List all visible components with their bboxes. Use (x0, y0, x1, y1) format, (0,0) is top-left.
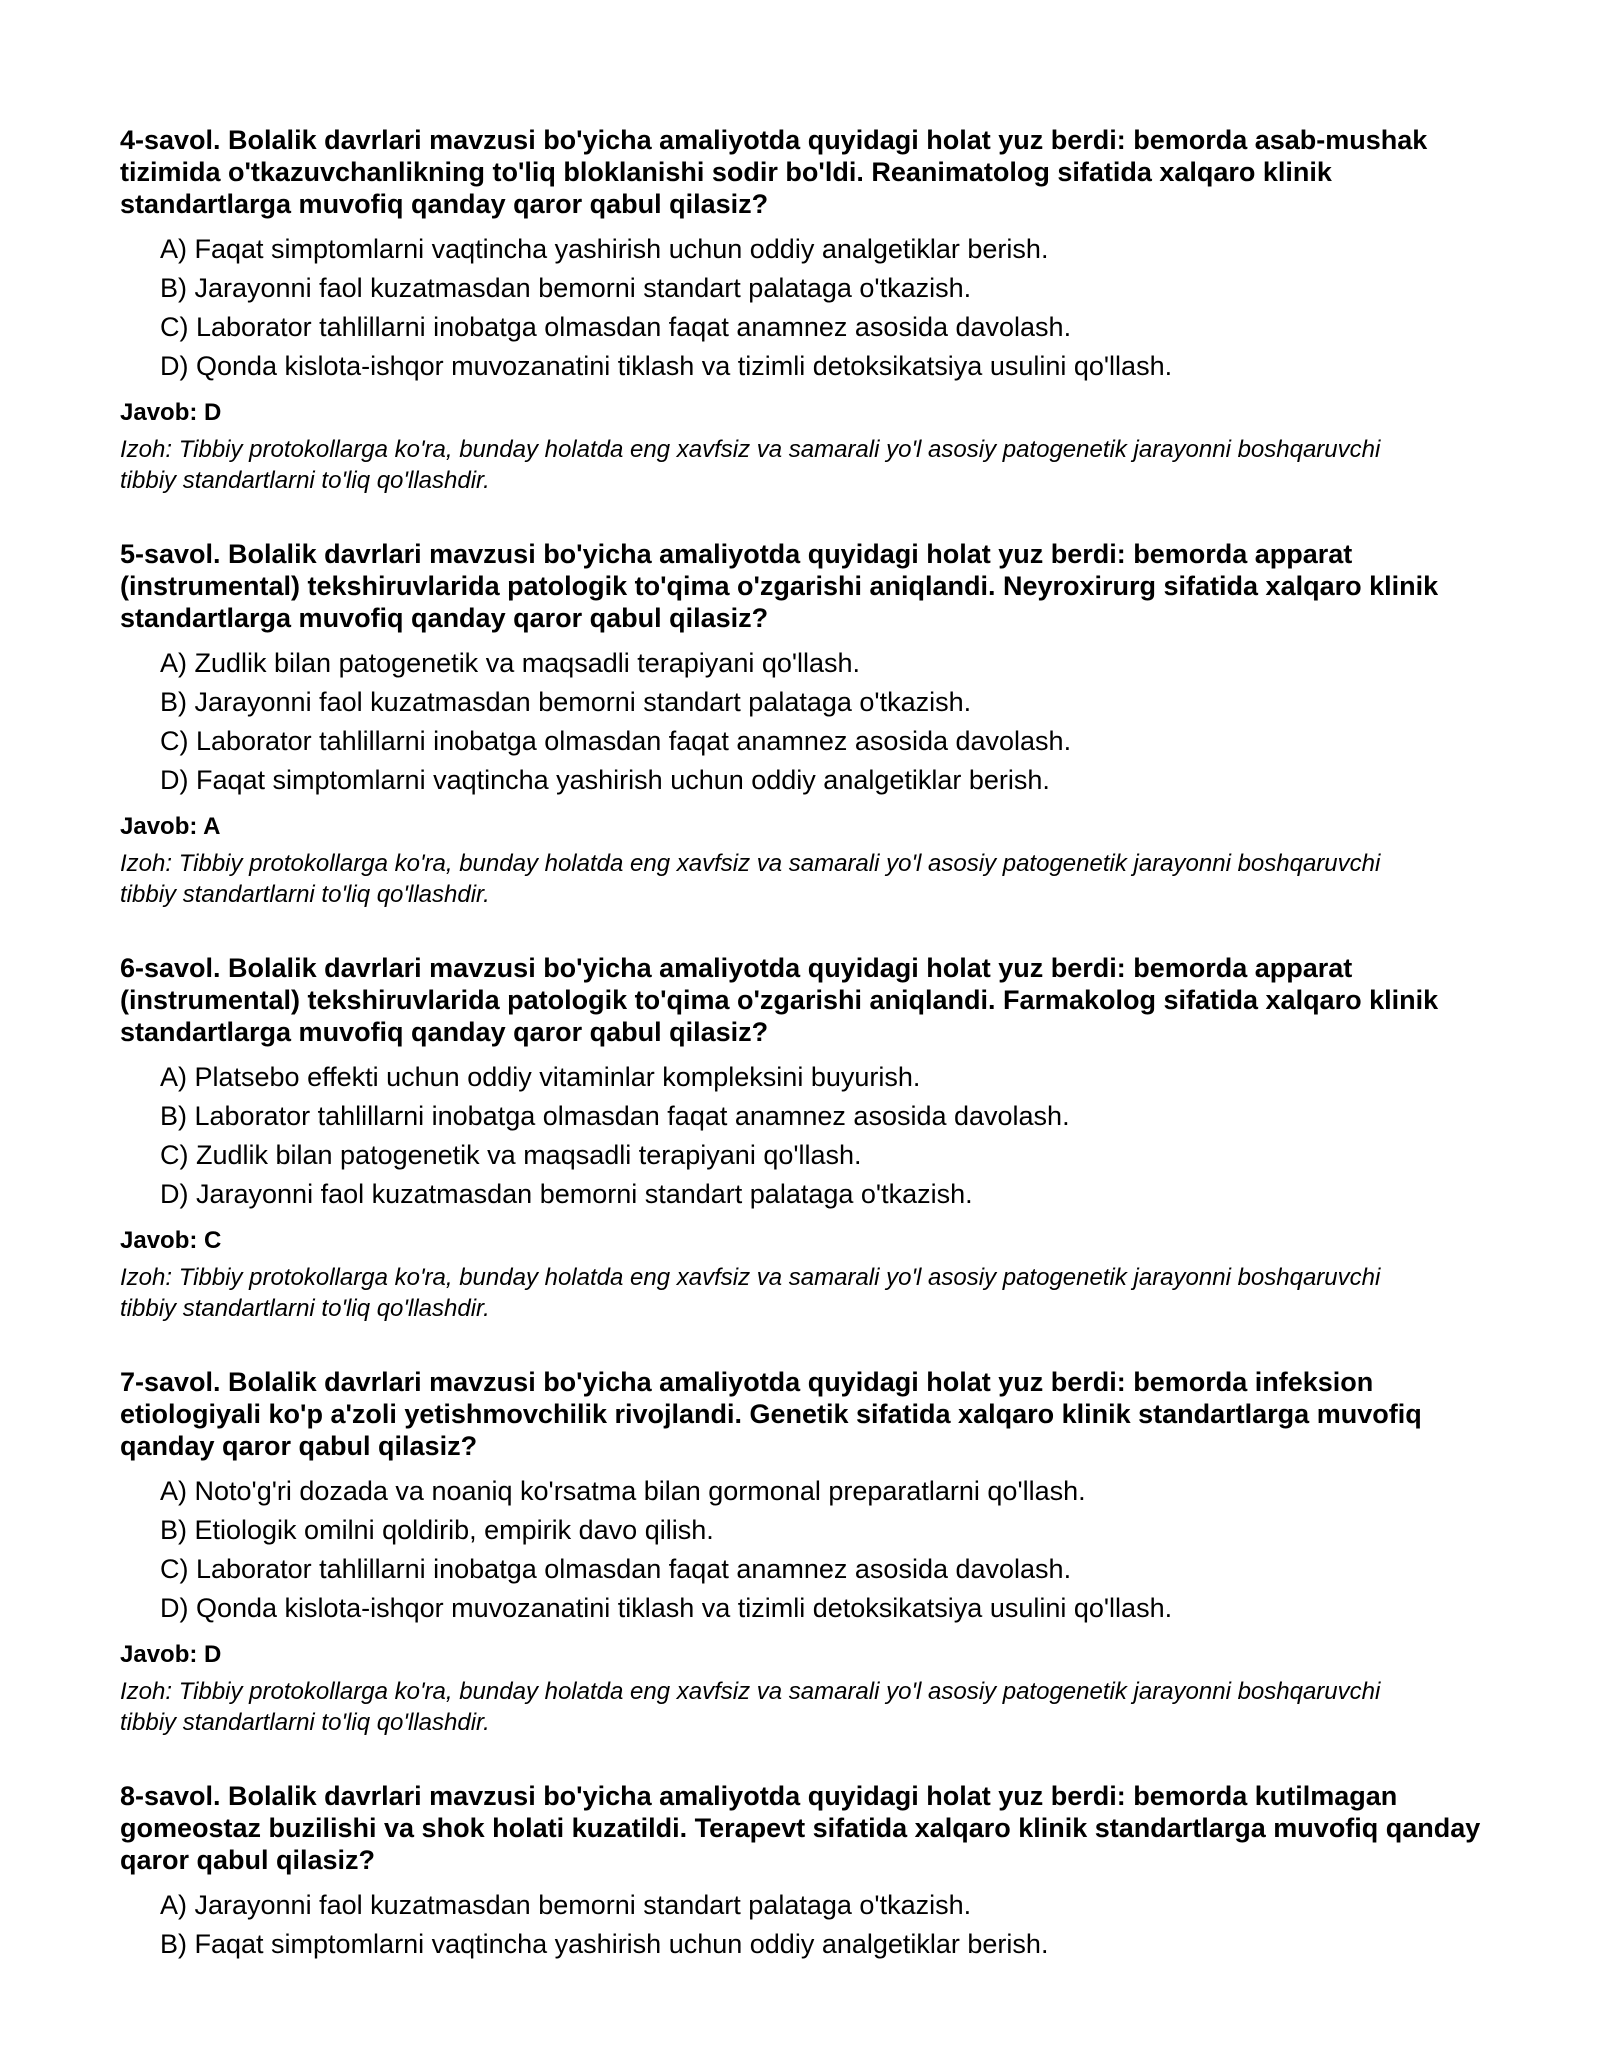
question-5 (120, 538, 1500, 910)
options-list (120, 1058, 1500, 1214)
option-a: A) Jarayonni faol kuzatmasdan bemorni standart palataga o'tkazish. (160, 1890, 972, 1920)
option-c: C) Laborator tahlillarni inobatga olmasdan faqat anamnez asosida davolash. (160, 726, 1072, 756)
explanation: Izoh: Tibbiy protokollarga ko'ra, bunday holatda eng xavfsiz va samarali yo'l asosiy patogenetik jarayonni boshqaruvchi tibbiy standartlarni to'liq qo'llashdir. (120, 1678, 1381, 1736)
option-b: B) Laborator tahlillarni inobatga olmasdan faqat anamnez asosida davolash. (160, 1101, 1070, 1131)
answer: Javob: A (120, 813, 221, 840)
explanation: Izoh: Tibbiy protokollarga ko'ra, bunday holatda eng xavfsiz va samarali yo'l asosiy patogenetik jarayonni boshqaruvchi tibbiy standartlarni to'liq qo'llashdir. (120, 436, 1381, 494)
question-text: 4-savol. Bolalik davrlari mavzusi bo'yicha amaliyotda quyidagi holat yuz berdi: bemorda asab-mushak tizimida o'tkazuvchanlikning to'liq bloklanishi sodir bo'ldi. Reanimatolog sifatida xalqaro klinik standartlarga muvofiq qanday qaror qabul qilasiz? (120, 125, 1428, 219)
answer: Javob: C (120, 1227, 222, 1254)
question-4 (120, 124, 1500, 496)
option-a: A) Noto'g'ri dozada va noaniq ko'rsatma bilan gormonal preparatlarni qo'llash. (160, 1476, 1086, 1506)
question-7 (120, 1366, 1500, 1738)
question-6 (120, 952, 1500, 1324)
question-text: 5-savol. Bolalik davrlari mavzusi bo'yicha amaliyotda quyidagi holat yuz berdi: bemorda apparat (instrumental) tekshiruvlarida patologik to'qima o'zgarishi aniqlandi. Neyroxirurg sifatida xalqaro klinik standartlarga muvofiq qanday qaror qabul qilasiz? (120, 539, 1439, 633)
question-text: 8-savol. Bolalik davrlari mavzusi bo'yicha amaliyotda quyidagi holat yuz berdi: bemorda kutilmagan gomeostaz buzilishi va shok holati kuzatildi. Terapevt sifatida xalqaro klinik standartlarga muvofiq qanday qaror qabul qilasiz? (120, 1781, 1481, 1875)
question-text: 6-savol. Bolalik davrlari mavzusi bo'yicha amaliyotda quyidagi holat yuz berdi: bemorda apparat (instrumental) tekshiruvlarida patologik to'qima o'zgarishi aniqlandi. Farmakolog sifatida xalqaro klinik standartlarga muvofiq qanday qaror qabul qilasiz? (120, 953, 1439, 1047)
options-list (120, 1472, 1500, 1628)
option-d: D) Faqat simptomlarni vaqtincha yashirish uchun oddiy analgetiklar berish. (160, 765, 1050, 795)
explanation: Izoh: Tibbiy protokollarga ko'ra, bunday holatda eng xavfsiz va samarali yo'l asosiy patogenetik jarayonni boshqaruvchi tibbiy standartlarni to'liq qo'llashdir. (120, 1264, 1381, 1322)
option-d: D) Qonda kislota-ishqor muvozanatini tiklash va tizimli detoksikatsiya usulini qo'llash. (160, 1593, 1173, 1623)
document-page (120, 124, 1500, 2006)
option-b: B) Etiologik omilni qoldirib, empirik davo qilish. (160, 1515, 714, 1545)
question-8 (120, 1780, 1500, 1964)
explanation: Izoh: Tibbiy protokollarga ko'ra, bunday holatda eng xavfsiz va samarali yo'l asosiy patogenetik jarayonni boshqaruvchi tibbiy standartlarni to'liq qo'llashdir. (120, 850, 1381, 908)
question-text: 7-savol. Bolalik davrlari mavzusi bo'yicha amaliyotda quyidagi holat yuz berdi: bemorda infeksion etiologiyali ko'p a'zoli yetishmovchilik rivojlandi. Genetik sifatida xalqaro klinik standartlarga muvofiq qanday qaror qabul qilasiz? (120, 1367, 1422, 1461)
options-list (120, 230, 1500, 386)
option-b: B) Faqat simptomlarni vaqtincha yashirish uchun oddiy analgetiklar berish. (160, 1929, 1049, 1959)
answer: Javob: D (120, 399, 222, 426)
option-a: A) Faqat simptomlarni vaqtincha yashirish uchun oddiy analgetiklar berish. (160, 234, 1049, 264)
option-a: A) Zudlik bilan patogenetik va maqsadli terapiyani qo'llash. (160, 648, 861, 678)
options-list (120, 1886, 1500, 1964)
option-c: C) Laborator tahlillarni inobatga olmasdan faqat anamnez asosida davolash. (160, 312, 1072, 342)
option-c: C) Laborator tahlillarni inobatga olmasdan faqat anamnez asosida davolash. (160, 1554, 1072, 1584)
option-b: B) Jarayonni faol kuzatmasdan bemorni standart palataga o'tkazish. (160, 273, 972, 303)
answer: Javob: D (120, 1641, 222, 1668)
option-d: D) Qonda kislota-ishqor muvozanatini tiklash va tizimli detoksikatsiya usulini qo'llash. (160, 351, 1173, 381)
option-d: D) Jarayonni faol kuzatmasdan bemorni standart palataga o'tkazish. (160, 1179, 973, 1209)
options-list (120, 644, 1500, 800)
option-b: B) Jarayonni faol kuzatmasdan bemorni standart palataga o'tkazish. (160, 687, 972, 717)
option-c: C) Zudlik bilan patogenetik va maqsadli terapiyani qo'llash. (160, 1140, 862, 1170)
option-a: A) Platsebo effekti uchun oddiy vitaminlar kompleksini buyurish. (160, 1062, 921, 1092)
